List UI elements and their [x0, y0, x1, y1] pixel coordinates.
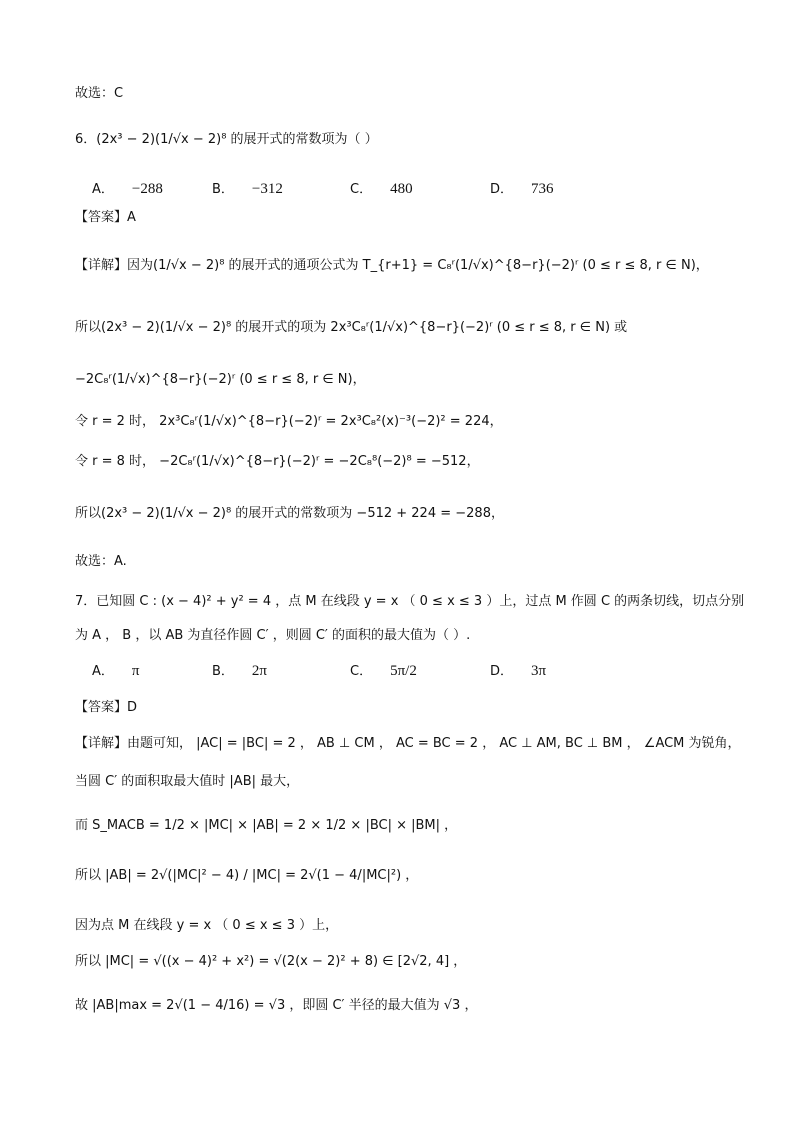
q7-option-a: A． π — [92, 663, 140, 679]
detail-6-line-1: 【详解】因为(1/√x − 2)⁸ 的展开式的通项公式为 T_{r+1} = C₈ʳ(1/√x)^{8−r}(−2)ʳ (0 ≤ r ≤ 8, r ∈ N)， — [75, 258, 709, 273]
q6-option-d: D． 736 — [490, 181, 554, 197]
detail-7-line-6: 所以 |MC| = √((x − 4)² + x²) = √(2(x − 2)² + 8) ∈ [2√2, 4] ， — [75, 954, 467, 969]
line-1: 故选：C — [75, 86, 124, 101]
question-7-stem-1: 7．已知圆 C : (x − 4)² + y² = 4 ，点 M 在线段 y = x （ 0 ≤ x ≤ 3 ）上，过点 M 作圆 C 的两条切线，切点分别 — [75, 594, 745, 609]
detail-7-line-4: 所以 |AB| = 2√(|MC|² − 4) / |MC| = 2√(1 − 4/|MC|²) ， — [75, 868, 419, 883]
detail-6-line-6: 所以(2x³ − 2)(1/√x − 2)⁸ 的展开式的常数项为 −512 + 224 = −288， — [75, 506, 504, 521]
detail-6-line-3: −2C₈ʳ(1/√x)^{8−r}(−2)ʳ (0 ≤ r ≤ 8, r ∈ N)， — [75, 372, 366, 387]
detail-7-line-5: 因为点 M 在线段 y = x （ 0 ≤ x ≤ 3 ）上， — [75, 918, 339, 933]
question-7-stem-2: 为 A ， B ，以 AB 为直径作圆 C′ ，则圆 C′ 的面积的最大值为（ ）. — [75, 628, 471, 643]
detail-7-line-3: 而 S_MACB = 1/2 × |MC| × |AB| = 2 × 1/2 × |BC| × |BM| ， — [75, 818, 458, 833]
detail-6-line-4: 令 r = 2 时， 2x³C₈ʳ(1/√x)^{8−r}(−2)ʳ = 2x³C₈²(x)⁻³(−2)² = 224， — [75, 414, 503, 429]
answer-6: 【答案】A — [75, 210, 136, 225]
question-6-stem: 6．(2x³ − 2)(1/√x − 2)⁸ 的展开式的常数项为（ ） — [75, 132, 378, 147]
detail-6-line-2: 所以(2x³ − 2)(1/√x − 2)⁸ 的展开式的项为 2x³C₈ʳ(1/√x)^{8−r}(−2)ʳ (0 ≤ r ≤ 8, r ∈ N) 或 — [75, 320, 628, 335]
answer-7: 【答案】D — [75, 700, 138, 715]
question-7-options — [92, 660, 732, 680]
detail-7-line-2: 当圆 C′ 的面积取最大值时 |AB| 最大， — [75, 774, 300, 789]
q7-option-b: B． 2π — [212, 663, 267, 679]
detail-6-conclusion: 故选：A. — [75, 554, 127, 569]
detail-7-line-7: 故 |AB|max = 2√(1 − 4/16) = √3 ，即圆 C′ 半径的最大值为 √3 ， — [75, 998, 478, 1013]
q7-option-c: C． 5π/2 — [350, 663, 417, 679]
q6-option-b: B． −312 — [212, 181, 283, 197]
question-6-options — [92, 178, 732, 198]
q7-option-d: D． 3π — [490, 663, 547, 679]
q6-option-a: A． −288 — [92, 181, 163, 197]
detail-7-line-1: 【详解】由题可知， |AC| = |BC| = 2 ， AB ⊥ CM ， AC = BC = 2 ， AC ⊥ AM, BC ⊥ BM ， ∠ACM 为锐角， — [75, 736, 741, 751]
q6-option-c: C． 480 — [350, 181, 413, 197]
detail-6-line-5: 令 r = 8 时， −2C₈ʳ(1/√x)^{8−r}(−2)ʳ = −2C₈⁸(−2)⁸ = −512， — [75, 454, 480, 469]
